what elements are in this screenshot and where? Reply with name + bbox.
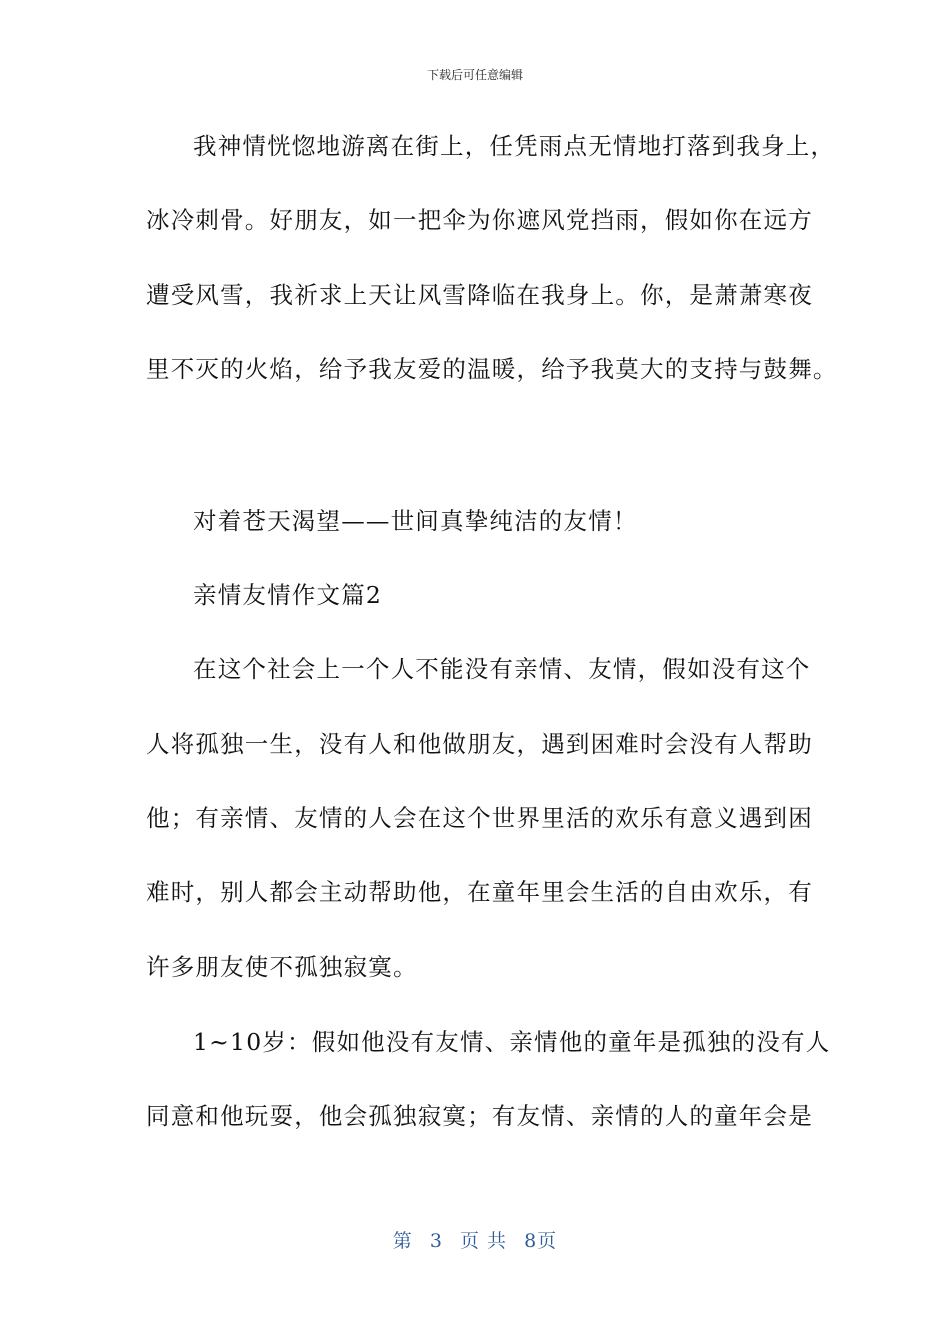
paragraph-3-line-1: 在这个社会上一个人不能没有亲情、友情，假如没有这个 — [193, 655, 811, 683]
paragraph-3-line-3: 他；有亲情、友情的人会在这个世界里活的欢乐有意义遇到困 — [146, 804, 813, 832]
download-editable-note: 下载后可任意编辑 — [426, 68, 523, 82]
paragraph-3-line-2: 人将孤独一生，没有人和他做朋友，遇到困难时会没有人帮助 — [146, 730, 813, 758]
footer-total-pages: 8页 — [524, 1230, 558, 1252]
paragraph-3-line-4: 难时，别人都会主动帮助他，在童年里会生活的自由欢乐，有 — [146, 878, 813, 906]
paragraph-1-line-1: 我神情恍惚地游离在街上，任凭雨点无情地打落到我身上， — [193, 132, 836, 160]
page-footer — [0, 1226, 950, 1253]
paragraph-4-line-1: 1~10岁：假如他没有友情、亲情他的童年是孤独的没有人 — [193, 1028, 831, 1056]
footer-prefix: 第 — [392, 1230, 413, 1252]
paragraph-3-line-5: 许多朋友使不孤独寂寞。 — [146, 953, 418, 981]
paragraph-2-line-1: 对着苍天渴望——世间真挚纯洁的友情！ — [193, 507, 638, 535]
paragraph-4-line-2: 同意和他玩耍，他会孤独寂寞；有友情、亲情的人的童年会是 — [146, 1102, 813, 1130]
section-heading: 亲情友情作文篇2 — [193, 581, 383, 609]
paragraph-1-line-2: 冰冷刺骨。好朋友，如一把伞为你遮风党挡雨，假如你在远方 — [146, 206, 813, 234]
paragraph-1-line-3: 遭受风雪，我祈求上天让风雪降临在我身上。你，是萧萧寒夜 — [146, 281, 813, 309]
footer-middle: 页 共 — [460, 1230, 508, 1252]
footer-page-number: 3 — [429, 1230, 443, 1252]
paragraph-1-line-4: 里不灭的火焰，给予我友爱的温暖，给予我莫大的支持与鼓舞。 — [146, 355, 838, 383]
